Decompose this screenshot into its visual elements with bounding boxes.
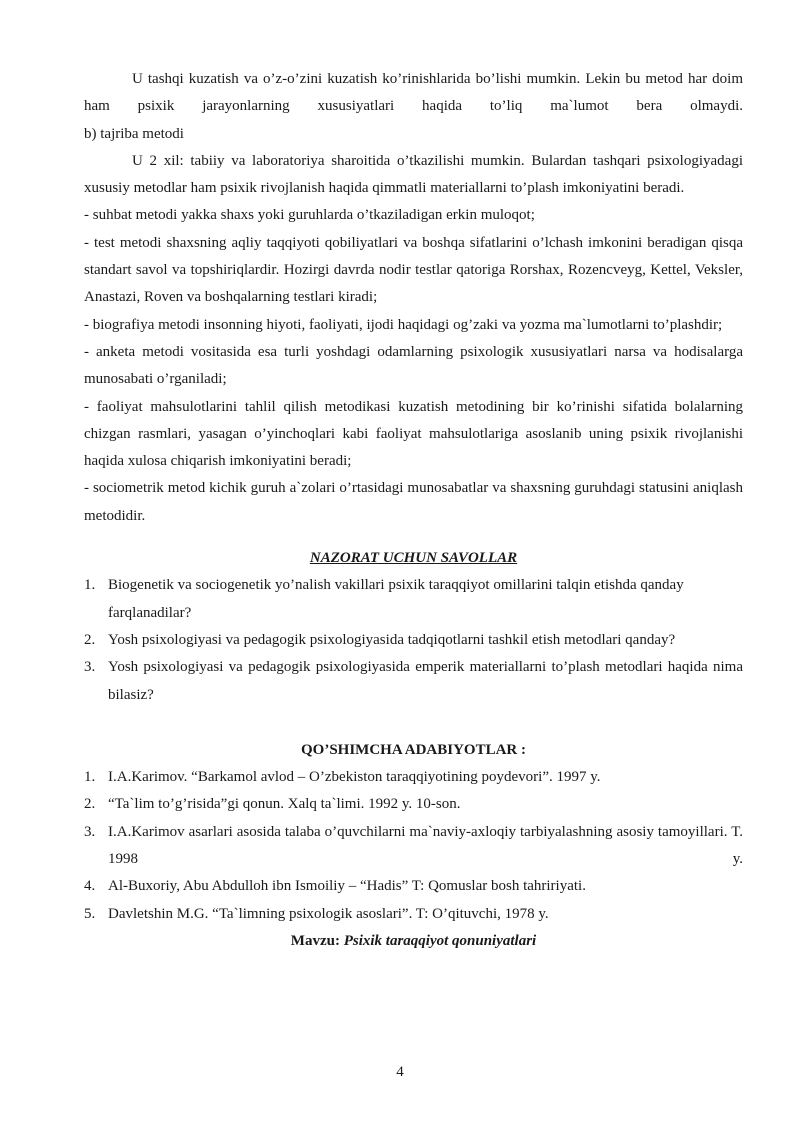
list-item	[84, 627, 743, 654]
list-item	[84, 654, 743, 709]
references-list	[84, 764, 743, 928]
paragraph-activity-analysis: - faoliyat mahsulotlarini tahlil qilish metodikasi kuzatish metodining bir ko’rinishi sifatida bolalarning chizgan rasmlari, yasagan o’yinchoqlari kabi faoliyat mahsulotlariga asoslanib uning psixik rivojlanishi haqida xulosa chiqarish imkoniyatini beradi;	[84, 398, 743, 470]
list-item-text: Al-Buxoriy, Abu Abdulloh ibn Ismoiliy – “Hadis” T: Qomuslar bosh tahririyati.	[108, 878, 586, 895]
references-title: QO’SHIMCHA ADABIYOTLAR :	[300, 741, 527, 758]
list-item-number: 1.	[84, 577, 96, 594]
control-questions-list	[84, 572, 743, 708]
list-item-number: 3.	[84, 823, 96, 840]
list-item	[84, 791, 743, 818]
paragraph-sociometric-method: - sociometrik metod kichik guruh a`zolari o’rtasidagi munosabatlar va shaxsning guruhdagi statusini aniqlash metodidir.	[84, 480, 743, 524]
list-item-text: “Ta`lim to’g’risida”gi qonun. Xalq ta`limi. 1992 y. 10-son.	[108, 796, 461, 813]
list-item-text: Biogenetik va sociogenetik yo’nalish vakillari psixik taraqqiyot omillarini talqin etishda qanday farqlanadilar?	[108, 577, 684, 621]
list-item-number: 3.	[84, 659, 96, 676]
list-item-number: 2.	[84, 796, 96, 813]
list-item	[84, 819, 743, 874]
list-item-number: 4.	[84, 878, 96, 895]
paragraph-questionnaire-method: - anketa metodi vositasida esa turli yoshdagi odamlarning psixologik xususiyatlari narsa va hodisalarga munosabati o’rganiladi;	[84, 343, 743, 388]
control-questions-title-text: NAZORAT UCHUN SAVOLLAR	[309, 550, 518, 567]
list-item	[84, 764, 743, 791]
page-content	[84, 66, 743, 955]
control-questions-title	[84, 545, 743, 572]
topic-title: Psixik taraqqiyot qonuniyatlari	[343, 932, 537, 949]
list-item-number: 1.	[84, 769, 96, 786]
paragraph-conversation-method: - suhbat metodi yakka shaxs yoki guruhlarda o’tkaziladigan erkin muloqot;	[84, 207, 535, 224]
paragraph-biography-method: - biografiya metodi insonning hiyoti, faoliyati, ijodi haqidagi og’zaki va yozma ma`lumotlarni to’plashdir;	[84, 316, 723, 333]
list-item-text: Yosh psixologiyasi va pedagogik psixologiyasida emperik materiallarni to’plash metodlari haqida nima bilasiz?	[108, 659, 743, 703]
topic-heading	[84, 928, 743, 955]
list-item-text: Davletshin M.G. “Ta`limning psixologik asoslari”. T: O’qituvchi, 1978 y.	[108, 905, 549, 922]
list-item	[84, 873, 743, 900]
paragraph-test-method: - test metodi shaxsning aqliy taqqiyoti qobiliyatlari va boshqa sifatlarini o’lchash imkonini beradigan qisqa standart savol va topshiriqlardir. Hozirgi davrda nodir testlar qatoriga Rorshax, Rozencveyg, Kettel, Veksler, Anastazi, Roven va boshqalarning testlari kiradi;	[84, 234, 743, 306]
list-item-number: 5.	[84, 905, 96, 922]
page-number: 4	[396, 1064, 404, 1080]
topic-label: Mavzu:	[290, 932, 340, 949]
list-item-text: I.A.Karimov. “Barkamol avlod – O’zbekiston taraqqiyotining poydevori”. 1997 y.	[108, 769, 601, 786]
list-item	[84, 901, 743, 928]
list-item-text: I.A.Karimov asarlari asosida talaba o’quvchilarni ma`naviy-axloqiy tarbiyalashning asosiy tamoyillari. T. 1998 y.	[108, 823, 743, 868]
list-item-number: 2.	[84, 631, 96, 648]
list-item	[84, 572, 743, 627]
list-item-text: Yosh psixologiyasi va pedagogik psixologiyasida tadqiqotlarni tashkil etish metodlari qanday?	[108, 631, 676, 648]
paragraph-observation: U tashqi kuzatish va o’z-o’zini kuzatish ko’rinishlarida bo’lishi mumkin. Lekin bu metod har doim ham psixik jarayonlarning xususiyatlari haqida to’liq ma`lumot bera olmaydi.	[84, 71, 743, 115]
paragraph-experiment: U 2 xil: tabiiy va laboratoriya sharoitida o’tkazilishi mumkin. Bulardan tashqari psixologiyadagi xususiy metodlar ham psixik rivojlanish haqida qimmatli materiallarni to’plash imkoniyatini beradi.	[84, 152, 743, 197]
paragraph-experiment-heading: b) tajriba metodi	[84, 125, 184, 142]
